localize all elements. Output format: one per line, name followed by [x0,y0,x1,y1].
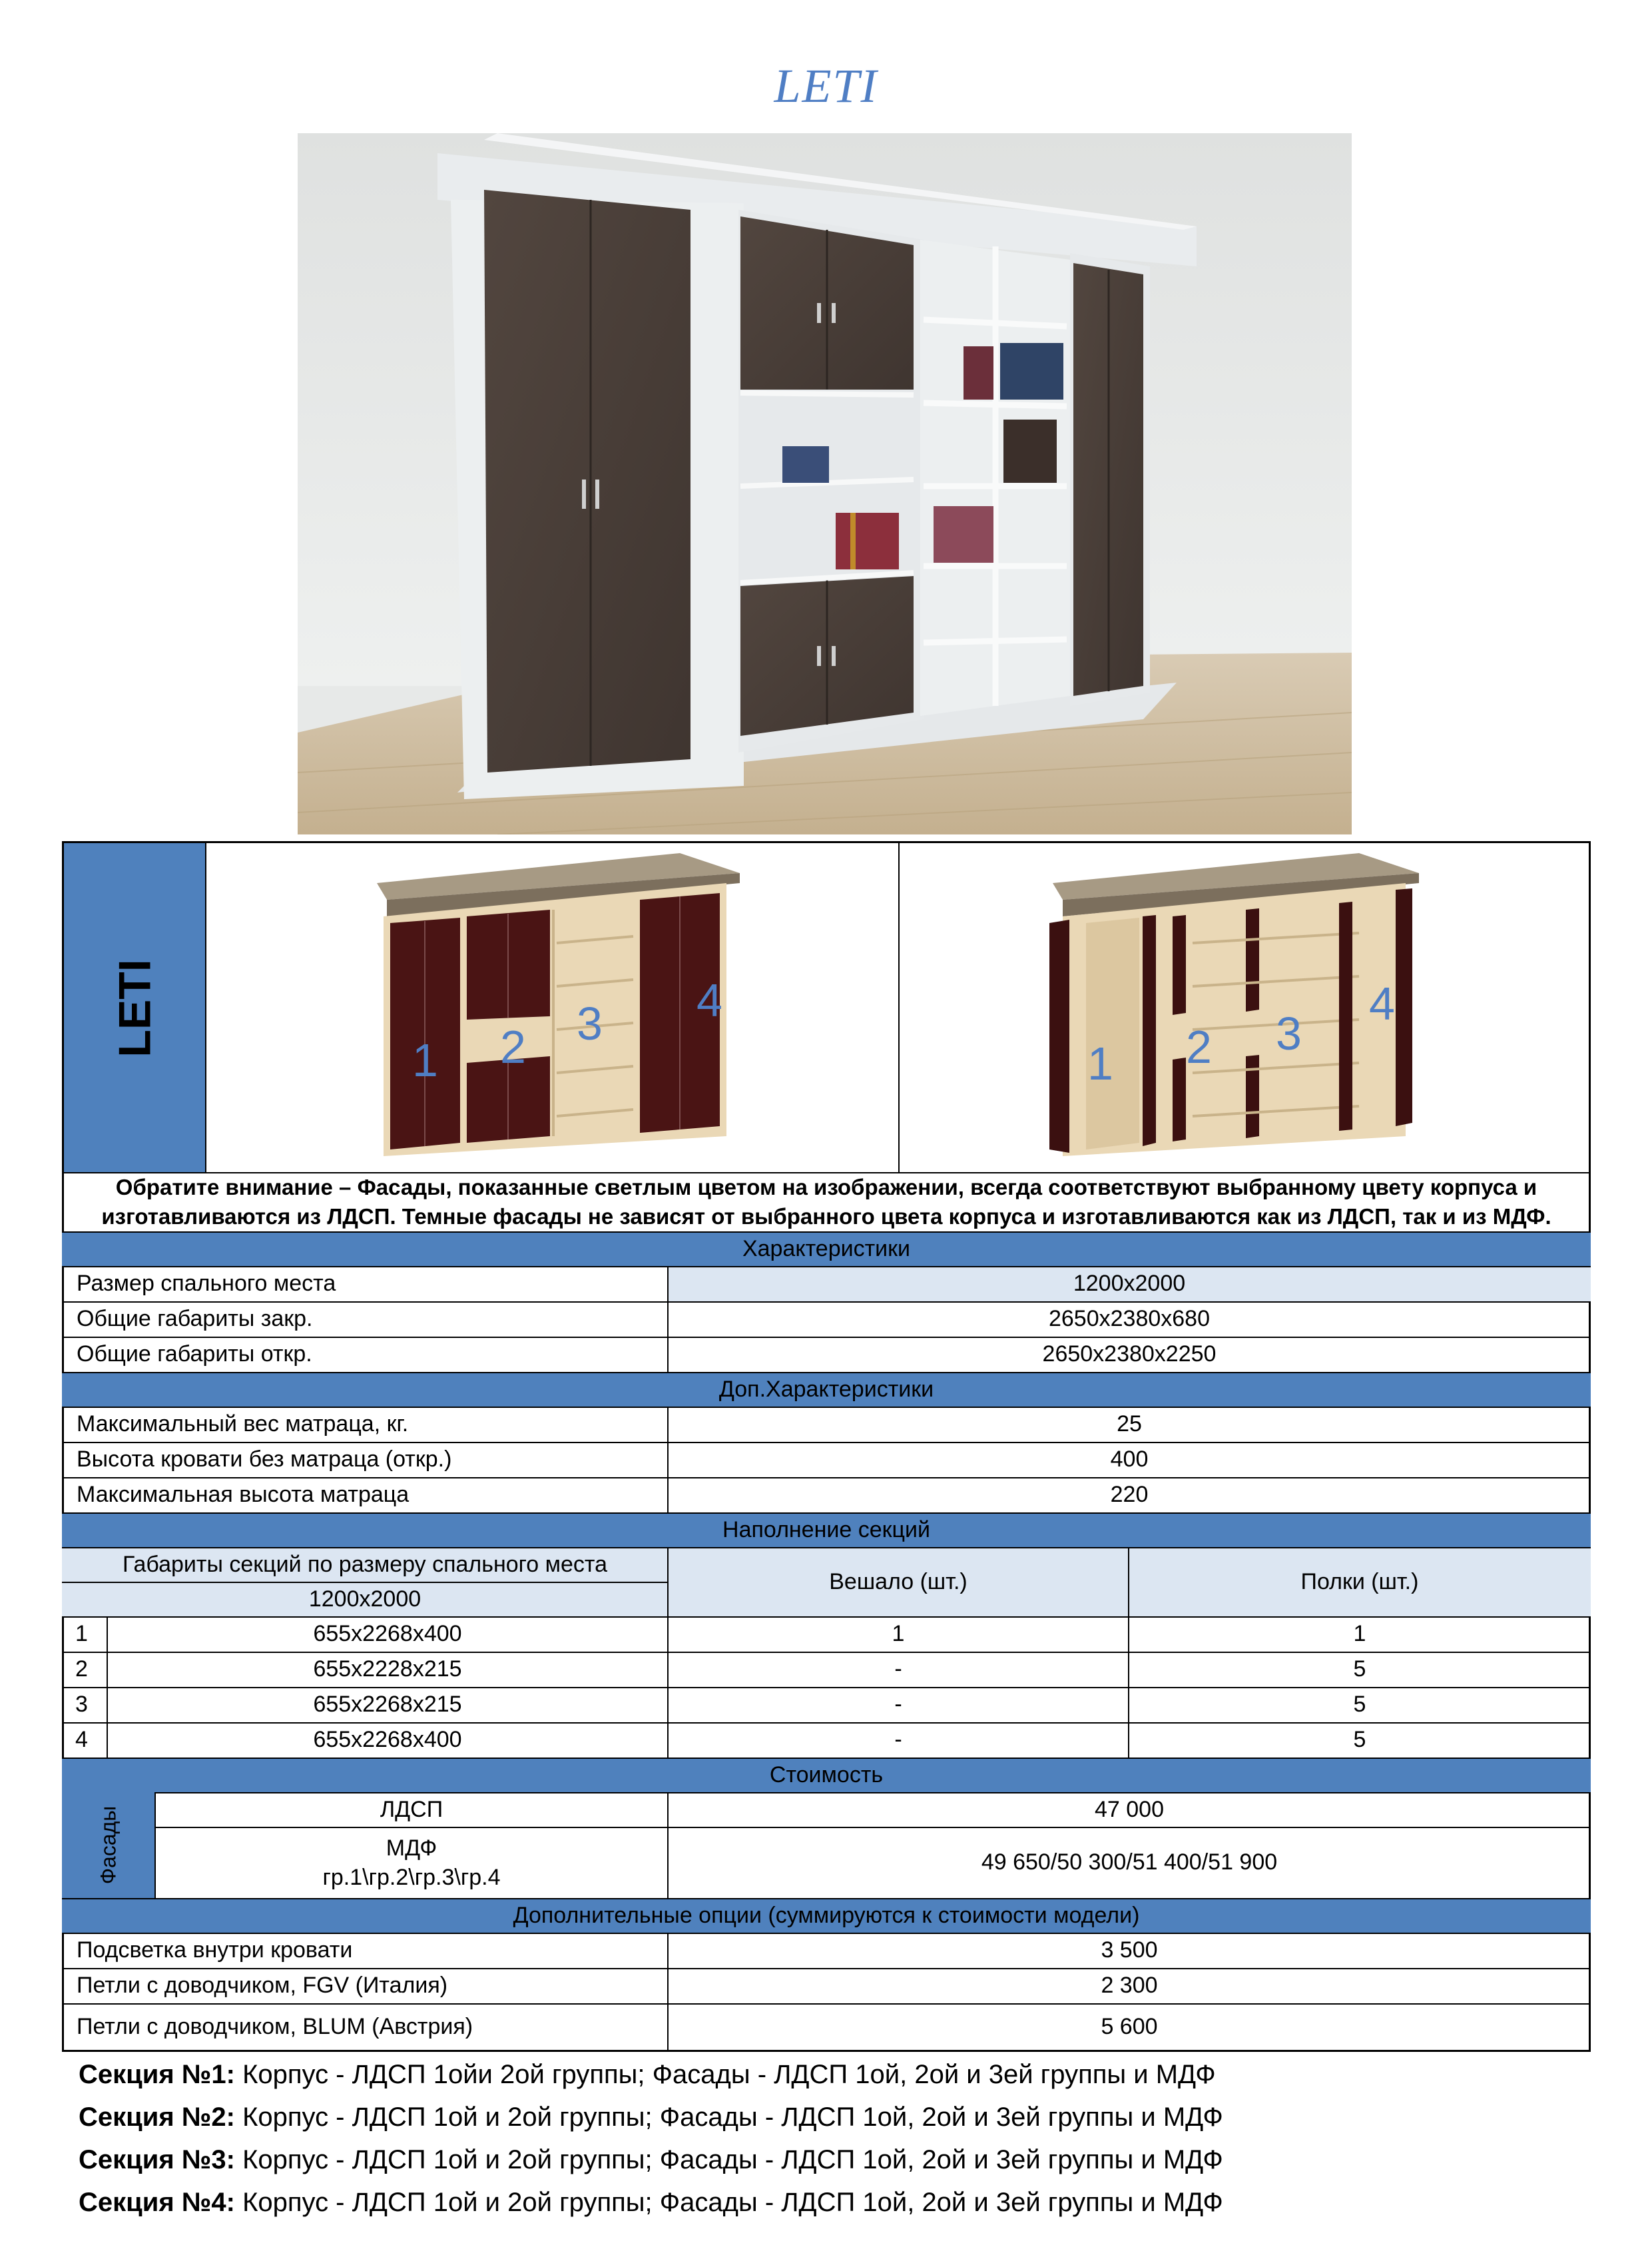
options-header: Дополнительные опции (суммируются к стоимости модели) [62,1898,1591,1933]
filling-col-shelves: Полки (шт.) [1129,1547,1591,1616]
filling-row-hangers: - [894,1727,902,1752]
spec-value: 1200x2000 [668,1266,1591,1301]
filling-header: Наполнение секций [62,1512,1591,1547]
diagram-closed-label-2: 2 [500,1021,526,1073]
characteristics-header: Характеристики [62,1231,1591,1266]
diagram-closed-label-4: 4 [696,974,722,1026]
price-mdf-groups: гр.1\гр.2\гр.3\гр.4 [322,1864,501,1890]
extra-label: Высота кровати без матраца (откр.) [77,1447,452,1472]
section-note [79,2053,1610,2096]
extra-value: 220 [1110,1482,1149,1507]
extra-value: 400 [1110,1447,1149,1472]
section-note-label: Секция №4: [79,2188,235,2217]
filling-row-hangers: 1 [892,1621,905,1646]
extra-value: 25 [1117,1411,1142,1437]
filling-row-dims: 655x2268x400 [313,1621,462,1646]
spec-label: Размер спального места [77,1271,336,1296]
filling-row-number: 4 [75,1727,88,1752]
filling-row-shelves: 5 [1353,1727,1366,1752]
section-note-text: Корпус - ЛДСП 1ойи 2ой группы; Фасады - ЛДСП 1ой, 2ой и 3ей группы и МДФ [234,2060,1216,2089]
section-note-label: Секция №2: [79,2102,235,2132]
diagram-closed-label-3: 3 [577,998,603,1050]
option-value: 3 500 [1101,1937,1158,1963]
section-note-label: Секция №3: [79,2145,235,2174]
price-ldsp-value: 47 000 [1095,1796,1164,1822]
diagram-closed-label-1: 1 [412,1034,438,1086]
filling-row-shelves: 1 [1353,1621,1366,1646]
filling-col-dims: Габариты секций по размеру спального места [62,1547,668,1582]
page-title: LETI [774,59,878,113]
price-mdf-value: 49 650/50 300/51 400/51 900 [981,1849,1278,1875]
filling-row-dims: 655x2268x215 [313,1692,462,1717]
model-side-banner [64,843,206,1173]
sections-notes [79,2053,1610,2224]
spec-label: Общие габариты откр. [77,1341,312,1367]
price-ldsp-label: ЛДСП [380,1796,443,1822]
section-note [79,2096,1610,2138]
facades-label-cell [62,1792,155,1898]
spec-sheet [62,841,1591,2052]
filling-row-shelves: 5 [1353,1656,1366,1682]
option-value: 2 300 [1101,1973,1158,1998]
diagram-open [900,843,1589,1171]
diagram-closed-svg [207,843,897,1171]
diagram-open-label-1: 1 [1087,1038,1113,1090]
option-label: Петли с доводчиком, BLUM (Австрия) [77,2013,473,2039]
diagram-open-svg [900,843,1589,1171]
filling-row-dims: 655x2268x400 [313,1727,462,1752]
model-side-label: LETI [109,958,160,1058]
notice-text [62,1173,1591,1231]
spec-value: 2650x2380x2250 [1042,1341,1217,1367]
price-mdf-cell [155,1827,668,1898]
extra-label: Максимальная высота матраца [77,1482,410,1507]
filling-row-hangers: - [894,1692,902,1717]
option-value: 5 600 [1101,2013,1158,2039]
price-mdf-label: МДФ [386,1835,437,1861]
diagram-open-label-2: 2 [1186,1021,1212,1073]
product-photo [298,133,1352,834]
filling-col-hangers: Вешало (шт.) [668,1547,1129,1616]
notice-line-1: Обратите внимание – Фасады, показанные светлым цветом на изображении, всегда соответствуют выбранному цвету корпуса и [115,1175,1537,1199]
price-header: Стоимость [62,1758,1591,1792]
section-note [79,2138,1610,2181]
wardrobe-render [298,133,1352,834]
notice-line-2: изготавливаются из ЛДСП. Темные фасады не зависят от выбранного цвета корпуса и изготавливаются как из ЛДСП, так и из МДФ. [101,1204,1551,1229]
filling-col-dims-sub: 1200x2000 [62,1582,668,1616]
spec-value: 2650x2380x680 [1048,1306,1210,1331]
filling-row-hangers: - [894,1656,902,1682]
diagram-open-label-4: 4 [1369,978,1395,1030]
section-note-text: Корпус - ЛДСП 1ой и 2ой группы; Фасады - ЛДСП 1ой, 2ой и 3ей группы и МДФ [234,2102,1223,2132]
filling-row-dims: 655x2228x215 [313,1656,462,1682]
extra-header: Доп.Характеристики [62,1372,1591,1407]
extra-label: Максимальный вес матраца, кг. [77,1411,409,1437]
filling-row-number: 1 [75,1621,88,1646]
section-note-text: Корпус - ЛДСП 1ой и 2ой группы; Фасады - ЛДСП 1ой, 2ой и 3ей группы и МДФ [234,2188,1223,2217]
section-note-text: Корпус - ЛДСП 1ой и 2ой группы; Фасады - ЛДСП 1ой, 2ой и 3ей группы и МДФ [234,2145,1223,2174]
spec-label: Общие габариты закр. [77,1306,313,1331]
diagram-open-label-3: 3 [1276,1008,1302,1060]
section-note-label: Секция №1: [79,2060,235,2089]
filling-row-number: 3 [75,1692,88,1717]
facades-label: Фасады [96,1805,121,1885]
filling-row-number: 2 [75,1656,88,1682]
option-label: Петли с доводчиком, FGV (Италия) [77,1973,448,1998]
filling-row-shelves: 5 [1353,1692,1366,1717]
section-note [79,2181,1610,2224]
option-label: Подсветка внутри кровати [77,1937,353,1963]
diagram-closed [207,843,897,1171]
